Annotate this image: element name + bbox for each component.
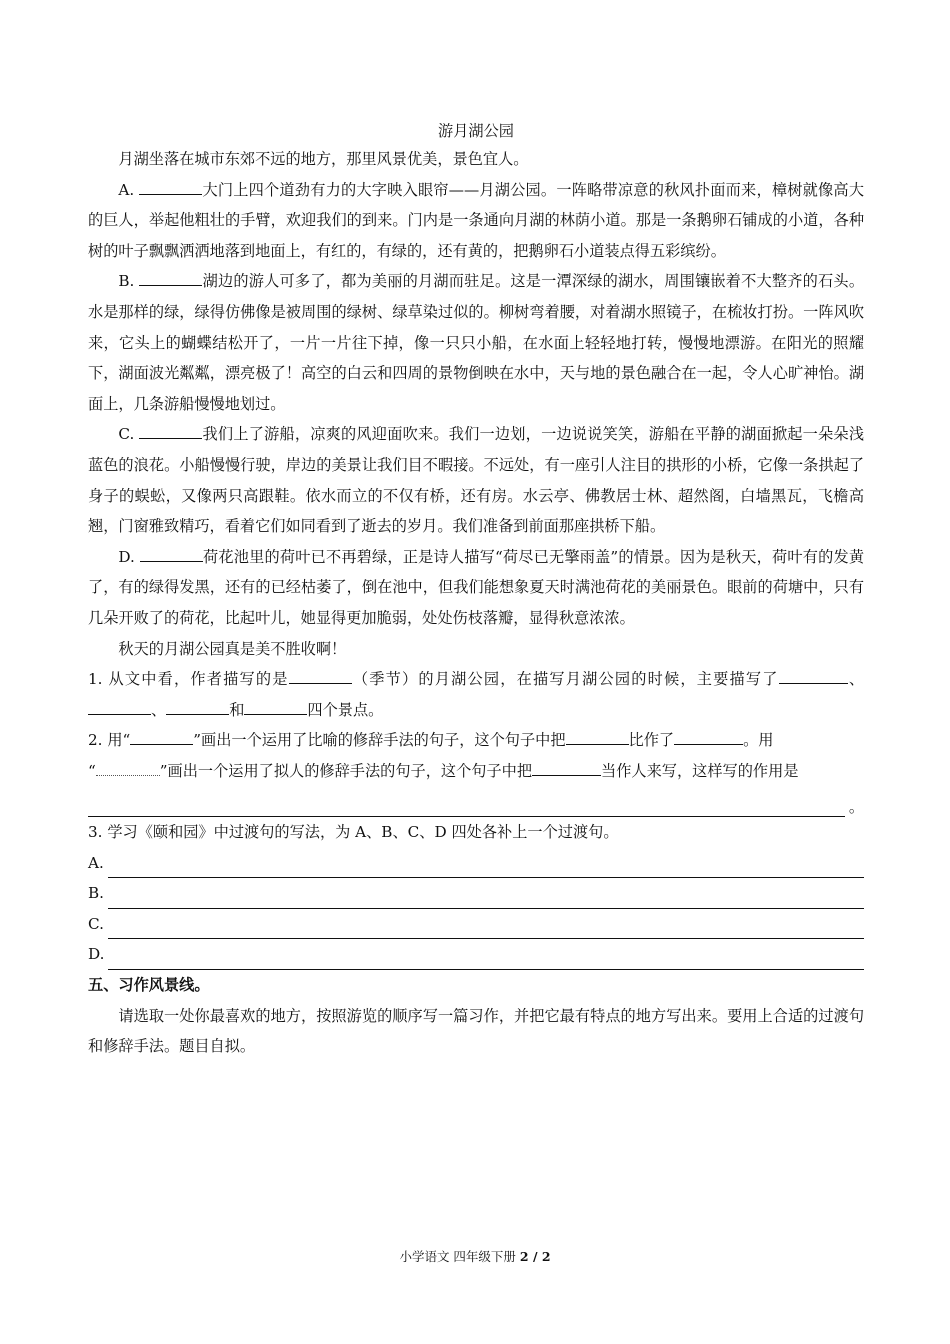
paragraph-b-label: B. — [118, 272, 135, 291]
answer-line-a[interactable] — [108, 857, 864, 878]
scene-blank-4[interactable] — [244, 700, 307, 715]
question-1 — [88, 664, 864, 725]
worksheet-page — [88, 118, 864, 1062]
question-1-text-2: （季节）的月湖公园，在描写月湖公园的时候，主要描写了 — [351, 670, 779, 689]
simile-object-blank[interactable] — [674, 730, 743, 745]
paragraph-c — [88, 419, 864, 541]
transition-blank-d[interactable] — [140, 547, 203, 562]
transition-blank-a[interactable] — [139, 180, 202, 195]
paragraph-c-text: 我们上了游船，凉爽的风迎面吹来。我们一边划，一边说说笑笑，游船在平静的湖面掀起一朵朵浅蓝色的浪花。小船慢慢行驶，岸边的美景让我们目不暇接。不远处，有一座引人注目的拱形的小桥，它像一条拱起了身子的蜈蚣，又像两只高跟鞋。依水而立的不仅有桥，还有房。水云亭、佛教居士林、超然阁，白墙黑瓦，飞檐高翘，门窗雅致精巧，看着它们如同看到了逝去的岁月。我们准备到前面那座拱桥下船。 — [88, 425, 865, 536]
question-2-text-5: “ — [88, 761, 96, 780]
section-5-prompt: 请选取一处你最喜欢的地方，按照游览的顺序写一篇习作，并把它最有特点的地方写出来。要用上合适的过渡句和修辞手法。题目自拟。 — [88, 1006, 864, 1056]
answer-row-a — [88, 848, 864, 879]
paragraph-b — [88, 266, 864, 419]
answer-label-c: C. — [88, 914, 104, 933]
question-2-text-4: 。用 — [743, 731, 774, 750]
separator: 、 — [151, 700, 167, 719]
paragraph-d — [88, 542, 864, 634]
personification-mark-sample — [96, 761, 160, 776]
answer-row-d — [88, 939, 864, 970]
paragraph-a-text: 大门上四个道劲有力的大字映入眼帘——月湖公园。一阵略带凉意的秋风扑面而来，樟树就像高大的巨人，举起他粗壮的手臂，欢迎我们的到来。门内是一条通向月湖的林荫小道。那是一条鹅卵石铺成的小道，各种树的叶子飘飘洒洒地落到地面上，有红的，有绿的，还有黄的，把鹅卵石小道装点得五彩缤纷。 — [88, 180, 865, 260]
simile-mark-sample — [130, 730, 193, 745]
article-title: 游月湖公园 — [438, 122, 514, 140]
season-blank[interactable] — [289, 669, 352, 684]
separator: 、 — [847, 670, 865, 689]
question-2-number: 2. — [88, 731, 103, 750]
question-2-text: 用“ — [107, 731, 131, 750]
question-2-answer-row — [88, 786, 864, 817]
question-2-text-2: ”画出一个运用了比喻的修辞手法的句子，这个句子中把 — [193, 731, 566, 750]
answer-line-c[interactable] — [108, 918, 864, 939]
answer-line-b[interactable] — [108, 888, 864, 909]
paragraph-c-label: C. — [118, 425, 135, 444]
question-2-text-3: 比作了 — [628, 731, 675, 750]
scene-blank-2[interactable] — [88, 700, 151, 715]
question-1-number: 1. — [88, 670, 103, 689]
question-1-text: 从文中看，作者描写的是 — [108, 670, 289, 689]
page-footer — [0, 1247, 950, 1265]
personification-subject-blank[interactable] — [532, 761, 601, 776]
answer-label-a: A. — [88, 853, 104, 872]
answer-row-c — [88, 909, 864, 940]
section-5-heading: 五、习作风景线。 — [88, 976, 210, 995]
paragraph-b-text: 湖边的游人可多了，都为美丽的月湖而驻足。这是一潭深绿的湖水，周围镶嵌着不大整齐的石头。水是那样的绿，绿得仿佛像是被周围的绿树、绿草染过似的。柳树弯着腰，对着湖水照镜子，在梳妆打扮。一阵风吹来，它头上的蝴蝶结松开了，一片一片往下掉，像一只只小船，在水面上轻轻地打转，慢慢地漂游。在阳光的照耀下，湖面波光粼粼，漂亮极了！高空的白云和四周的景物倒映在水中，天与地的景色融合在一起，令人心旷神怡。湖面上，几条游船慢慢地划过。 — [88, 272, 865, 413]
transition-blank-b[interactable] — [139, 271, 202, 286]
transition-blank-c[interactable] — [139, 424, 202, 439]
paragraph-d-text: 荷花池里的荷叶已不再碧绿，正是诗人描写“荷尽已无擎雨盖”的情景。因为是秋天，荷叶有的发黄了，有的绿得发黑，还有的已经枯萎了，倒在池中，但我们能想象夏天时满池荷花的美丽景色。眼前的荷塘中，只有几朵开败了的荷花，比起叶儿，她显得更加脆弱，处处伤枝落瓣，显得秋意浓浓。 — [88, 547, 865, 627]
article-closing: 秋天的月湖公园真是美不胜收啊！ — [118, 639, 347, 658]
answer-label-d: D. — [88, 945, 105, 964]
conjunction: 和 — [229, 700, 245, 719]
question-3: 3. 学习《颐和园》中过渡句的写法，为 A、B、C、D 四处各补上一个过渡句。 — [88, 823, 619, 842]
effect-answer-line[interactable] — [88, 796, 845, 817]
period: 。 — [848, 798, 864, 817]
question-2-text-6: ”画出一个运用了拟人的修辞手法的句子，这个句子中把 — [159, 761, 533, 780]
paragraph-d-label: D. — [118, 547, 135, 566]
question-1-tail: 四个景点。 — [307, 700, 384, 719]
paragraph-a — [88, 175, 864, 267]
question-2-text-7: 当作人来写，这样写的作用是 — [601, 761, 799, 780]
footer-subject: 小学语文 四年级下册 — [399, 1249, 520, 1264]
answer-label-b: B. — [88, 884, 104, 903]
answer-line-d[interactable] — [108, 949, 864, 970]
footer-page-number: 2 / 2 — [519, 1249, 551, 1264]
answer-row-b — [88, 878, 864, 909]
scene-blank-3[interactable] — [166, 700, 229, 715]
question-2 — [88, 725, 864, 786]
simile-subject-blank[interactable] — [566, 730, 629, 745]
article-intro: 月湖坐落在城市东郊不远的地方，那里风景优美，景色宜人。 — [118, 150, 529, 168]
scene-blank-1[interactable] — [779, 669, 848, 684]
paragraph-a-label: A. — [118, 180, 135, 199]
